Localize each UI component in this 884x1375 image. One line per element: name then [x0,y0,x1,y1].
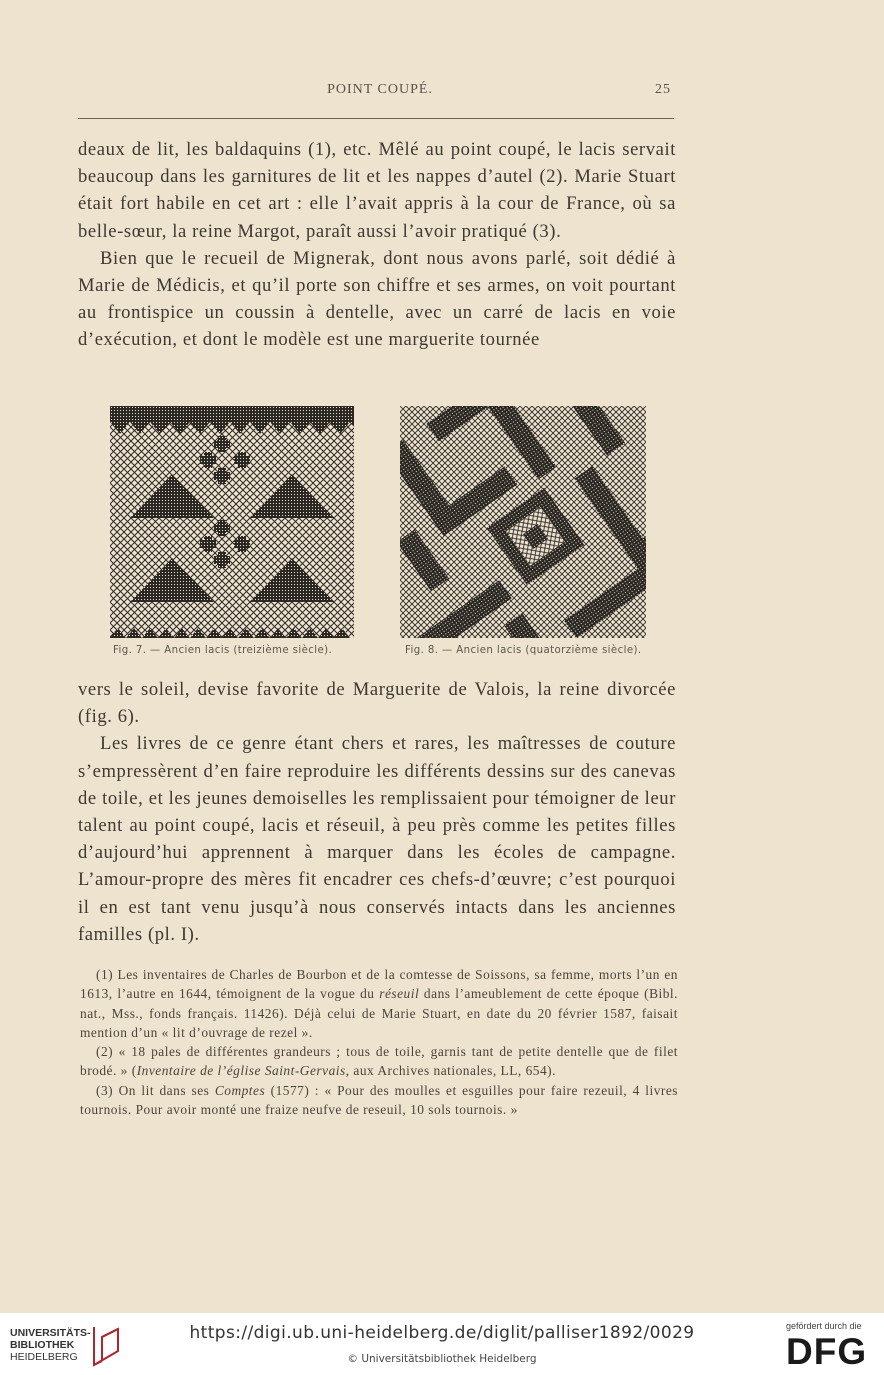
lace-13th-century-image [110,406,354,638]
page-number: 25 [655,82,671,97]
text-block-bottom [78,676,676,948]
footnote-3 [80,1081,678,1120]
figure-8-caption: Fig. 8. — Ancien lacis (quatorzième siècle). [405,645,642,656]
footnote-2 [80,1042,678,1081]
paragraph: deaux de lit, les baldaquins (1), etc. Mêlé au point coupé, le lacis servait beaucoup dans les garnitures de lit et les nappes d’autel (2). Marie Stuart était fort habile en cet art : elle l’avait appris à la cour de France, où sa belle-sœur, la reine Margot, paraît aussi l’avoir pratiqué (3). [78,139,676,242]
funder-note: gefördert durch die [786,1321,862,1331]
library-line: BIBLIOTHEK [10,1339,75,1351]
dfg-logo[interactable]: DFG [786,1331,868,1372]
library-line: HEIDELBERG [10,1351,78,1363]
footnote-italic: Comptes [214,1082,266,1098]
lace-14th-century-image [400,406,646,638]
footnote-text: (1) Les inventaires de Charles de Bourbon et de la comtesse de Soissons, sa femme, morts l’un en 1613, l’autre en 1644, témoignent de la vogue du [80,967,678,1002]
paragraph: Les livres de ce genre étant chers et rares, les maîtresses de couture s’empressèrent d’en faire reproduire les différents dessins sur des canevas de toile, et les jeunes demoiselles les remplissaient pour témoigner de leur talent au point coupé, lacis et réseuil, à peu près comme les petites filles d’aujourd’hui apprennent à marquer dans les écoles de campagne. L’amour-propre des mères fit encadrer ces chefs-d’œuvre; c’est pourquoi il en est tant venu jusqu’à nous conservés intacts dans les anciennes familles (pl. I). [78,733,676,945]
viewer-footer [0,1313,884,1375]
footnote-text: (1577) : « Pour des moulles et esguilles pour faire rezeuil, 4 livres tournois. Pour avoir monté une fraize neufve de reseuil, 10 sols tournois. » [80,1082,679,1118]
permalink-url[interactable]: https://digi.ub.uni-heidelberg.de/diglit/palliser1892/0029 [189,1323,695,1343]
running-head [0,82,884,102]
footnote-text: , aux Archives nationales, LL, 654). [345,1063,556,1079]
figure-7-caption: Fig. 7. — Ancien lacis (treizième siècle). [113,645,333,656]
footnote-italic: Inventaire de l’église Saint-Gervais [136,1063,346,1079]
footnote-text: (3) On lit dans ses [96,1082,215,1098]
footnote-1 [80,965,678,1042]
footnote-text: (2) « 18 pales de différentes grandeurs ; tous de toile, garnis tant de petite dentelle que de filet brodé. » ( [80,1044,678,1079]
figure-8-lace-illustration [400,406,646,638]
library-line: UNIVERSITÄTS- [10,1327,91,1339]
paragraph: vers le soleil, devise favorite de Marguerite de Valois, la reine divorcée (fig. 6). [78,679,676,728]
figure-7-lace-illustration [110,406,354,638]
footnote-italic: réseuil [379,986,420,1002]
header-rule [78,118,674,119]
copyright-notice: © Universitätsbibliothek Heidelberg [347,1353,537,1365]
running-title: POINT COUPÉ. [327,82,433,97]
footnotes [80,965,678,1119]
text-block-top [78,136,676,354]
footnote-text: dans l’ameublement de cette époque (Bibl. nat., Mss., fonds français. 11426). Déjà celui de Marie Stuart, en date du 20 février 1587, faisait mention d’un « lit d’ouvrage de rezel ». [80,986,678,1040]
paragraph: Bien que le recueil de Mignerak, dont nous avons parlé, soit dédié à Marie de Médicis, et qu’il porte son chiffre et ses armes, on voit pourtant au frontispice un coussin à dentelle, avec un carré de lacis en voie d’exécution, et dont le modèle est une marguerite tournée [78,247,676,351]
